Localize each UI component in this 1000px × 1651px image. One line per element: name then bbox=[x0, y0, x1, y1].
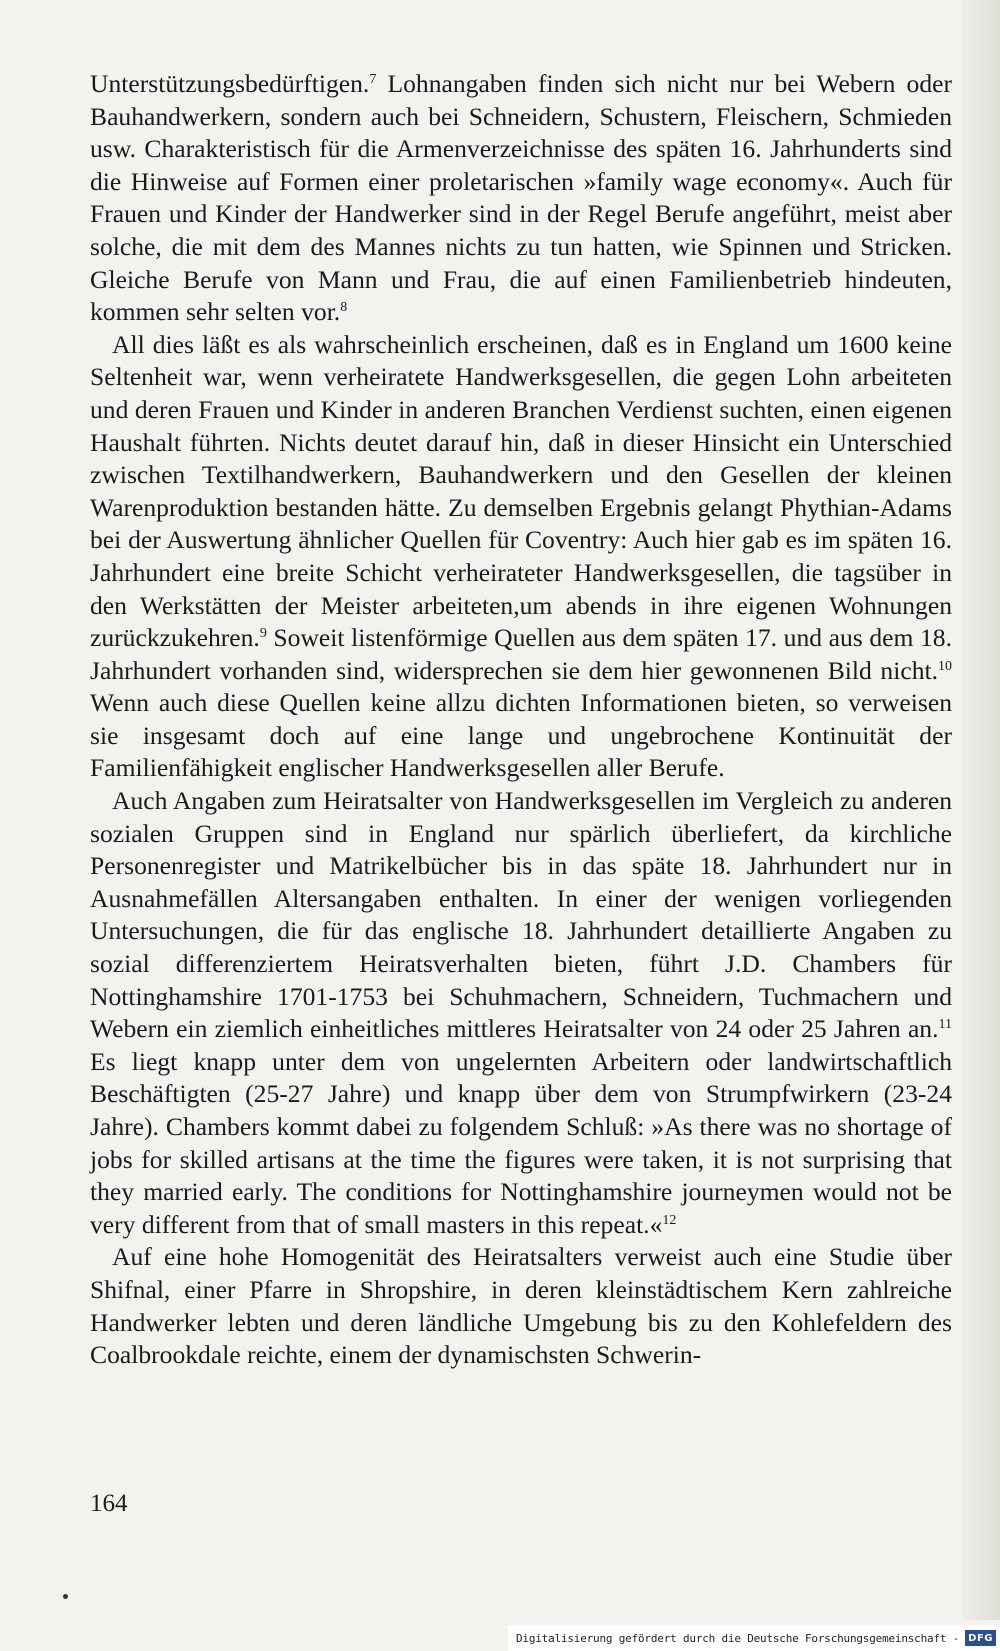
footnote-marker: 9 bbox=[259, 626, 267, 641]
scan-artifact-dot bbox=[63, 1594, 68, 1599]
paragraph-text: Auf eine hohe Homogenität des Heiratsalters verweist auch eine Studie über Shifnal, einer Pfarre in Shropshire, in deren kleinstädtischem Kern zahlreiche Handwerker lebten und deren ländliche Umgebung bis zu den Kohlefeldern des Coalbrookdale reichte, einem der dynamischsten Schwerin- bbox=[90, 1242, 952, 1370]
body-text bbox=[90, 68, 952, 1372]
paragraph-text: All dies läßt es als wahrscheinlich erscheinen, daß es in England um 1600 keine Seltenheit war, wenn verheiratete Handwerksgesellen, die gegen Lohn arbeiteten und deren Frauen und Kinder in anderen Branchen Verdienst suchten, einen eigenen Haushalt führten. Nichts deutet darauf hin, daß in dieser Hinsicht ein Unterschied zwischen Textilhandwerkern, Bauhandwerkern und den Gesellen der kleinen Warenproduktion bestanden hätte. Zu demselben Ergebnis gelangt Phythian-Adams bei der Auswertung ähnlicher Quellen für Coventry: Auch hier gab es im späten 16. Jahrhundert eine breite Schicht verheirateter Handwerksgesellen, die tagsüber in den Werkstätten der Meister arbeiteten,um abends in ihre eigenen Wohnungen zurückzukehren. bbox=[90, 329, 952, 653]
page-edge-shadow bbox=[962, 0, 1000, 1620]
paragraph bbox=[90, 785, 952, 1241]
footer-credit-text: Digitalisierung gefördert durch die Deutsche Forschungsgemeinschaft - bbox=[515, 1631, 960, 1645]
paragraph-text: Soweit listenförmige Quellen aus dem späten 17. und aus dem 18. Jahrhundert vorhanden sind, widersprechen sie dem hier gewonnenen Bild nicht. bbox=[90, 623, 952, 685]
paragraph-text: Wenn auch diese Quellen keine allzu dichten Informationen bieten, so verweisen sie insgesamt doch auf eine lange und ungebrochene Kontinuität der Familienfähigkeit englischer Handwerksgesellen aller Berufe. bbox=[90, 688, 952, 783]
paragraph-text: Es liegt knapp unter dem von ungelernten Arbeitern oder landwirtschaftlich Beschäftigten (25-27 Jahre) und knapp über dem von Strumpfwirkern (23-24 Jahre). Chambers kommt dabei zu folgendem Schluß: »As there was no shortage of jobs for skilled artisans at the time the figures were taken, it is not surprising that they married early. The conditions for Nottinghamshire journeymen would not be very different from that of small masters in this repeat.« bbox=[90, 1046, 952, 1239]
paragraph-text: Lohnangaben finden sich nicht nur bei Webern oder Bauhandwerkern, sondern auch bei Schneidern, Schustern, Fleischern, Schmieden usw. Charakteristisch für die Armenverzeichnisse des späten 16. Jahrhunderts sind die Hinweise auf Formen einer proletarischen »family wage economy«. Auch für Frauen und Kinder der Handwerker sind in der Regel Berufe angeführt, meist aber solche, die mit dem des Mannes nichts zu tun hatten, wie Spinnen und Stricken. Gleiche Berufe von Mann und Frau, die auf einen Familienbetrieb hindeuten, kommen sehr selten vor. bbox=[90, 69, 952, 327]
digitization-footer bbox=[508, 1625, 1000, 1651]
paragraph bbox=[90, 329, 952, 785]
footnote-marker: 10 bbox=[938, 658, 952, 674]
page-number: 164 bbox=[90, 1490, 128, 1517]
paragraph-text: Auch Angaben zum Heiratsalter von Handwerksgesellen im Vergleich zu anderen sozialen Gruppen sind in England nur spärlich überliefert, da kirchliche Personenregister und Matrikelbücher bis in das späte 18. Jahrhundert nur in Ausnahmefällen Altersangaben enthalten. In einer der wenigen vorliegenden Untersuchungen, die für das englische 18. Jahrhundert detaillierte Angaben zu sozial differenziertem Heiratsverhalten bieten, führt J.D. Chambers für Nottinghamshire 1701-1753 bei Schuhmachern, Schneidern, Tuchmachern und Webern ein ziemlich einheitliches mittleres Heiratsalter von 24 oder 25 Jahren an. bbox=[90, 786, 952, 1044]
paragraph-text: Unterstützungsbedürftigen. bbox=[90, 69, 370, 98]
dfg-logo-icon: DFG bbox=[965, 1630, 996, 1646]
paragraph bbox=[90, 68, 952, 329]
footnote-marker: 12 bbox=[662, 1212, 677, 1228]
footnote-marker: 8 bbox=[340, 300, 348, 316]
footnote-marker: 11 bbox=[938, 1017, 952, 1033]
paragraph bbox=[90, 1241, 952, 1371]
footnote-marker: 7 bbox=[369, 71, 377, 87]
